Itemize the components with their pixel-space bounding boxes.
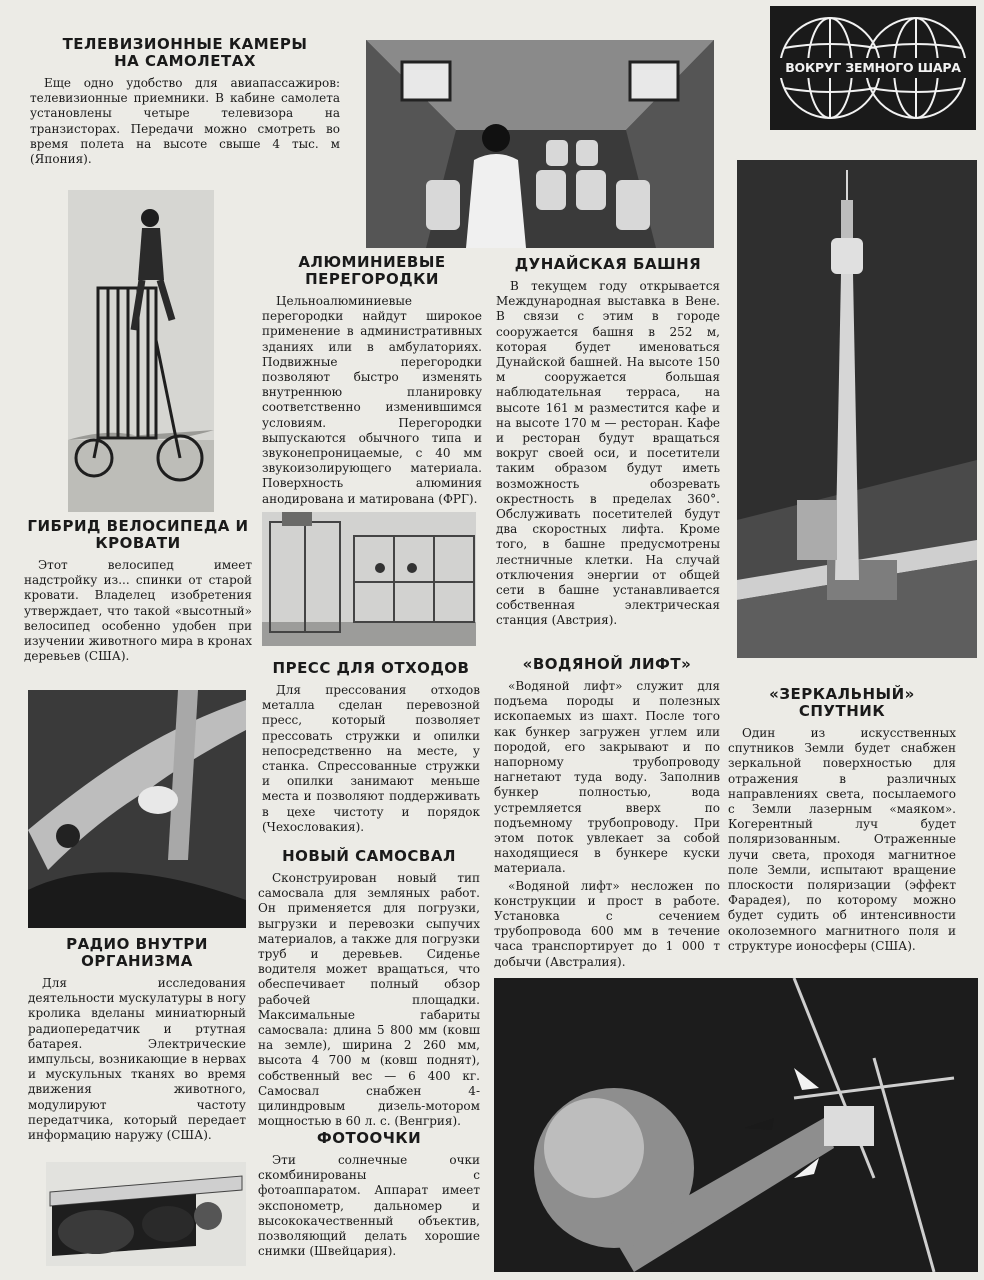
article-text: Этот велосипед имеет надстройку из... спинки от старой кровати. Владелец изобретения утверждает, что такой «высотный» велосипед особенно удобен при изучении животного мира в кронах деревьев (США). (24, 558, 252, 664)
article-title: АЛЮМИНИЕВЫЕ ПЕРЕГОРОДКИ (298, 253, 446, 288)
article-bicycle (24, 518, 252, 664)
article-danube-tower (496, 256, 720, 629)
article-text: Еще одно удобство для авиапассажиров: телевизионные приемники. В кабине самолета установлены четыре телевизора на транзисторах. Передачи можно смотреть во время полета на высоте свыше 4 тыс. м (Япония). (30, 76, 340, 167)
article-press (262, 660, 480, 835)
article-title: РАДИО ВНУТРИ ОРГАНИЗМА (66, 935, 208, 970)
article-radio (28, 936, 246, 1143)
article-text: «Водяной лифт» несложен по конструкции и прост в работе. Установка с сечением трубопровода 600 мм в течение часа транспортирует до 1 000 т добычи (Австралия). (494, 878, 720, 969)
article-text: Эти солнечные очки скомбинированы с фотоаппаратом. Аппарат имеет экспонометр, дальномер и высококачественный объектив, позволяющий делать хорошие снимки (Швейцария). (258, 1153, 480, 1259)
article-title: ТЕЛЕВИЗИОННЫЕ КАМЕРЫ НА САМОЛЕТАХ (62, 35, 308, 70)
article-photo-glasses (258, 1130, 480, 1259)
tall-bicycle-photo (68, 190, 214, 512)
article-text: Для исследования деятельности мускулатуры в ногу кролика вделаны миниатюрный радиопередатчик и ртутная батарея. Электрические импульсы, возникающие в нервах и мускульных тканях во время движения животного, модулируют частоту передатчика, который передает информацию наружу (США). (28, 976, 246, 1143)
camera-glasses-photo (46, 1162, 246, 1266)
article-truck (258, 848, 480, 1129)
article-aluminum (262, 254, 482, 507)
logo-badge (770, 6, 976, 130)
logo-text: ВОКРУГ ЗЕМНОГО ШАРА (785, 60, 961, 75)
article-title: ГИБРИД ВЕЛОСИПЕДА И КРОВАТИ (27, 517, 249, 552)
article-title: НОВЫЙ САМОСВАЛ (282, 847, 456, 865)
article-mirror-satellite (728, 686, 956, 954)
article-title: ФОТООЧКИ (316, 1129, 422, 1147)
mirror-satellite-photo (494, 978, 978, 1272)
article-title: «ВОДЯНОЙ ЛИФТ» (522, 655, 692, 673)
article-title: ПРЕСС ДЛЯ ОТХОДОВ (272, 659, 470, 677)
article-text: В текущем году открывается Международная выставка в Вене. В связи с этим в городе сооружается башня в 252 м, которая будет именоваться Дунайской башней. На высоте 150 м сооружается большая наблюдательная терраса, на высоте 161 м разместится кафе и на высоте 170 м — ресторан. Кафе и ресторан будут вращаться вокруг своей оси, и посетители таким образом будут иметь возможность обозревать окрестность в пределах 360°. Обслуживать посетителей будут два скоростных лифта. Кроме того, в башне предусмотрены лестничные клетки. На случай отключения энергии от общей сети в башне устанавливается собственная электрическая станция (Австрия). (496, 279, 720, 628)
article-text: Цельноалюминиевые перегородки найдут широкое применение в административных зданиях или в амбулаториях. Подвижные перегородки позволяют быстро изменять внутреннюю планировку соответственно изменившимся условиям. Перегородки выпускаются обычного типа и звуконепроницаемые, с 40 мм звукоизолирующего материала. Поверхность алюминия анодирована и матирована (ФРГ). (262, 294, 482, 506)
airplane-cabin-photo (366, 40, 714, 248)
article-title: ДУНАЙСКАЯ БАШНЯ (514, 255, 702, 273)
aluminum-partitions-photo (262, 512, 476, 646)
article-text: Для прессования отходов металла сделан перевозной пресс, который позволяет прессовать стружки и опилки непосредственно на месте, у станка. Спрессованные стружки и опилки занимают меньше места и позволяют поддерживать в цехе чистоту и порядок (Чехословакия). (262, 683, 480, 834)
article-text: Сконструирован новый тип самосвала для земляных работ. Он применяется для погрузки, выгрузки и перевозки сыпучих материалов, а также для погрузки труб и деревьев. Сиденье водителя может вращаться, что обеспечивает полный обзор рабочей площадки. Максимальные габариты самосвала: длина 5 800 мм (ковш на земле), ширина 2 260 мм, высота 4 700 м (ковш поднят), собственный вес — 6 400 кг. Самосвал снабжен 4-цилиндровым дизель-мотором мощностью в 60 л. с. (Венгрия). (258, 871, 480, 1129)
rabbit-xray-photo (28, 690, 246, 928)
danube-tower-model-photo (737, 160, 977, 658)
article-water-lift (494, 656, 720, 970)
article-tv-cameras (30, 36, 340, 167)
article-title: «ЗЕРКАЛЬНЫЙ» СПУТНИК (769, 685, 915, 720)
article-text: «Водяной лифт» служит для подъема породы и полезных ископаемых из шахт. После того как бункер загружен углем или породой, его закрывают и по напорному трубопроводу нагнетают туда воду. Заполнив бункер полностью, вода устремляется вверх по подъемному трубопроводу. При этом поток увлекает за собой находящиеся в бункере куски материала. (494, 679, 720, 876)
article-text: Один из искусственных спутников Земли будет снабжен зеркальной поверхностью для отражения в различных направлениях света, посылаемого с Земли лазерным «маяком». Когерентный луч будет поляризованным. Отраженные лучи света, проходя магнитное поле Земли, испытают вращение плоскости поляризации (эффект Фарадея), по которому можно будет судить об интенсивности околоземного магнитного поля и структуре ионосферы (США). (728, 726, 956, 953)
